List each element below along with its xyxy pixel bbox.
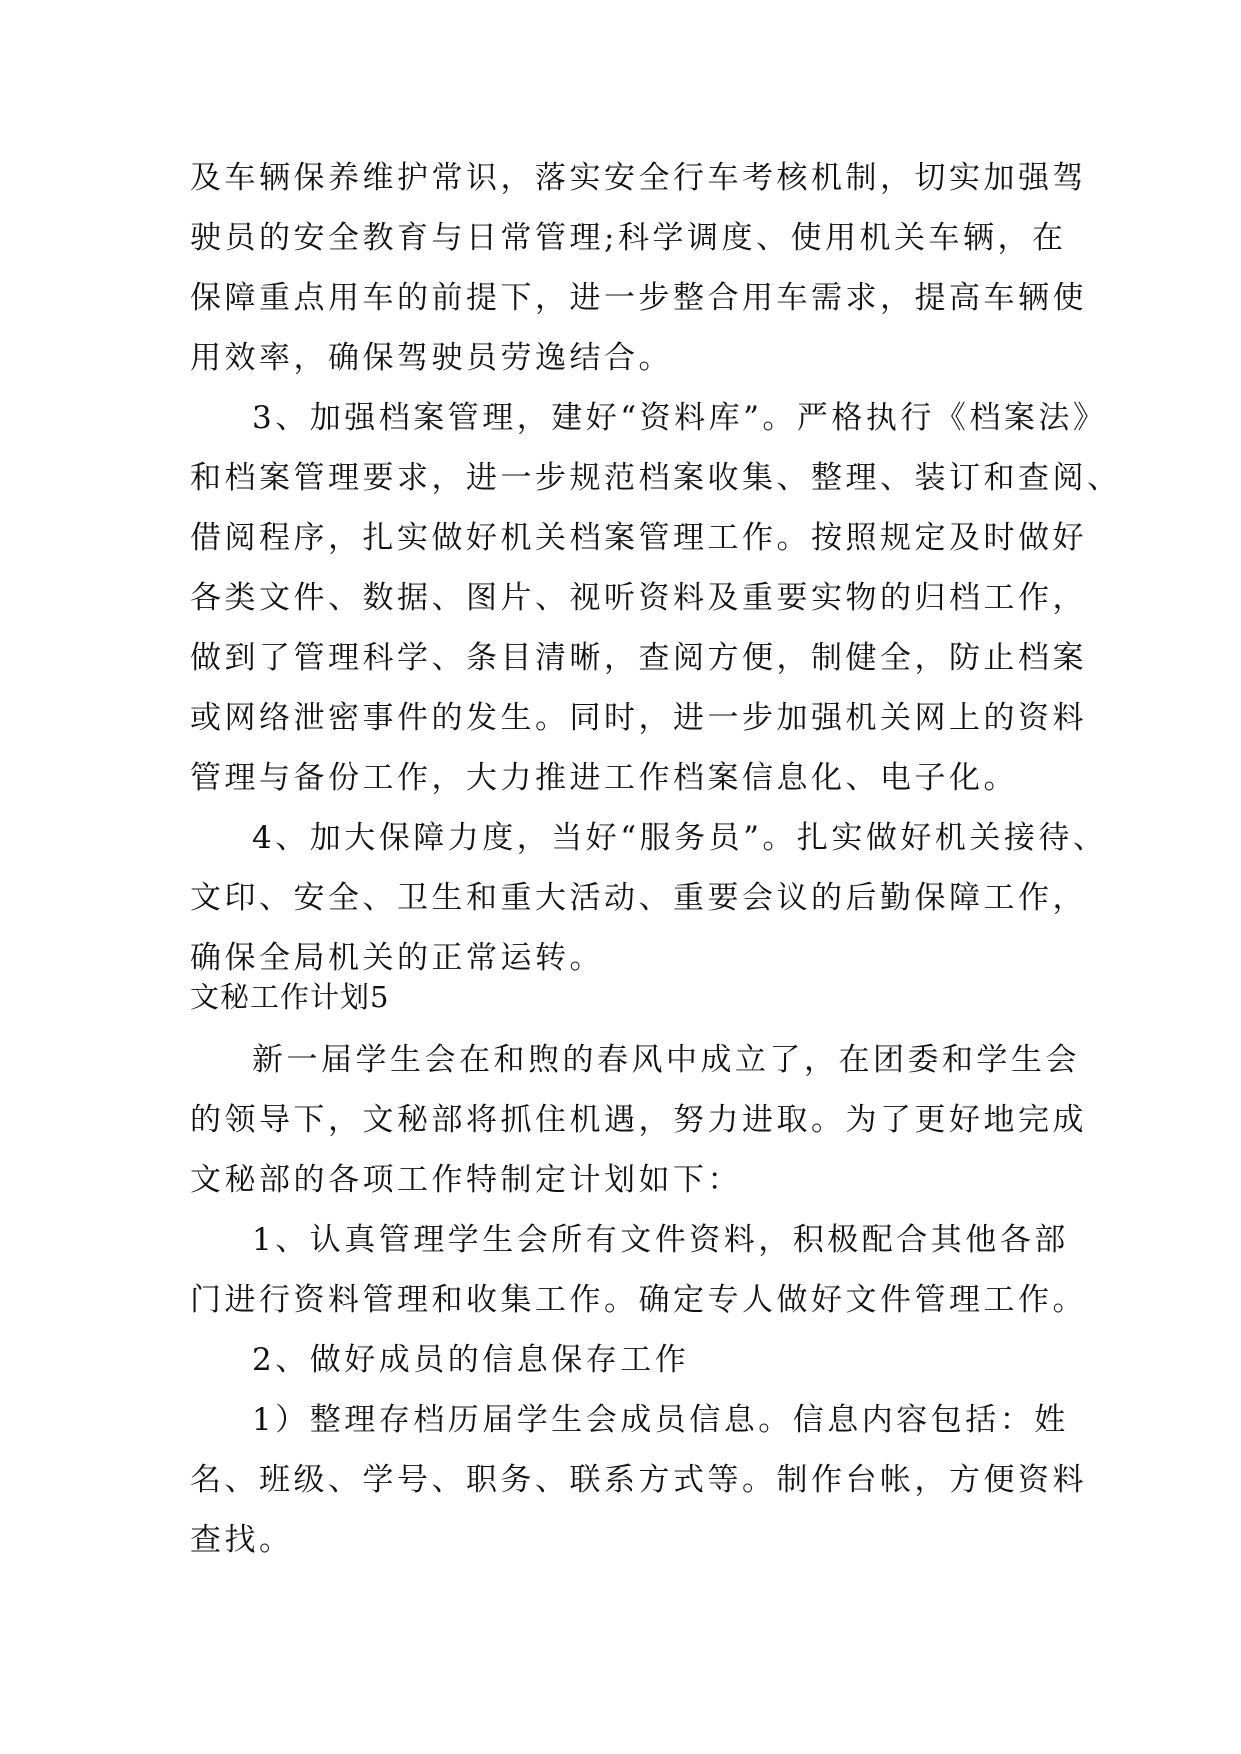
section-heading: 文秘工作计划5 — [190, 980, 390, 1014]
text-line: 新一届学生会在和煦的春风中成立了，在团委和学生会 — [252, 1042, 1080, 1078]
text-line: 或网络泄密事件的发生。同时，进一步加强机关网上的资料 — [190, 700, 1087, 736]
text-line: 文印、安全、卫生和重大活动、重要会议的后勤保障工作， — [190, 880, 1087, 916]
text-line: 1、认真管理学生会所有文件资料，积极配合其他各部 — [252, 1222, 1069, 1258]
text-line: 的领导下，文秘部将抓住机遇，努力进取。为了更好地完成 — [190, 1102, 1087, 1138]
text-line: 门进行资料管理和收集工作。确定专人做好文件管理工作。 — [190, 1282, 1087, 1318]
text-line: 2、做好成员的信息保存工作 — [252, 1342, 690, 1378]
text-line: 各类文件、数据、图片、视听资料及重要实物的归档工作， — [190, 580, 1087, 616]
text-line: 借阅程序，扎实做好机关档案管理工作。按照规定及时做好 — [190, 520, 1087, 556]
text-line: 用效率，确保驾驶员劳逸结合。 — [190, 340, 673, 376]
text-line: 4、加大保障力度，当好“服务员”。扎实做好机关接待、 — [252, 820, 1108, 856]
text-line: 和档案管理要求，进一步规范档案收集、整理、装订和查阅、 — [190, 460, 1122, 496]
text-line: 及车辆保养维护常识，落实安全行车考核机制，切实加强驾 — [190, 160, 1087, 196]
text-line: 驶员的安全教育与日常管理;科学调度、使用机关车辆，在 — [190, 220, 1067, 256]
text-line: 名、班级、学号、职务、联系方式等。制作台帐，方便资料 — [190, 1462, 1087, 1498]
text-line: 做到了管理科学、条目清晰，查阅方便，制健全，防止档案 — [190, 640, 1087, 676]
text-line: 查找。 — [190, 1522, 294, 1558]
text-line: 管理与备份工作，大力推进工作档案信息化、电子化。 — [190, 760, 1018, 796]
text-line: 3、加强档案管理，建好“资料库”。严格执行《档案法》 — [252, 400, 1108, 436]
text-line: 确保全局机关的正常运转。 — [190, 940, 604, 976]
text-line: 1）整理存档历届学生会成员信息。信息内容包括：姓 — [252, 1402, 1069, 1438]
text-line: 保障重点用车的前提下，进一步整合用车需求，提高车辆使 — [190, 280, 1087, 316]
text-line: 文秘部的各项工作特制定计划如下： — [190, 1162, 742, 1198]
